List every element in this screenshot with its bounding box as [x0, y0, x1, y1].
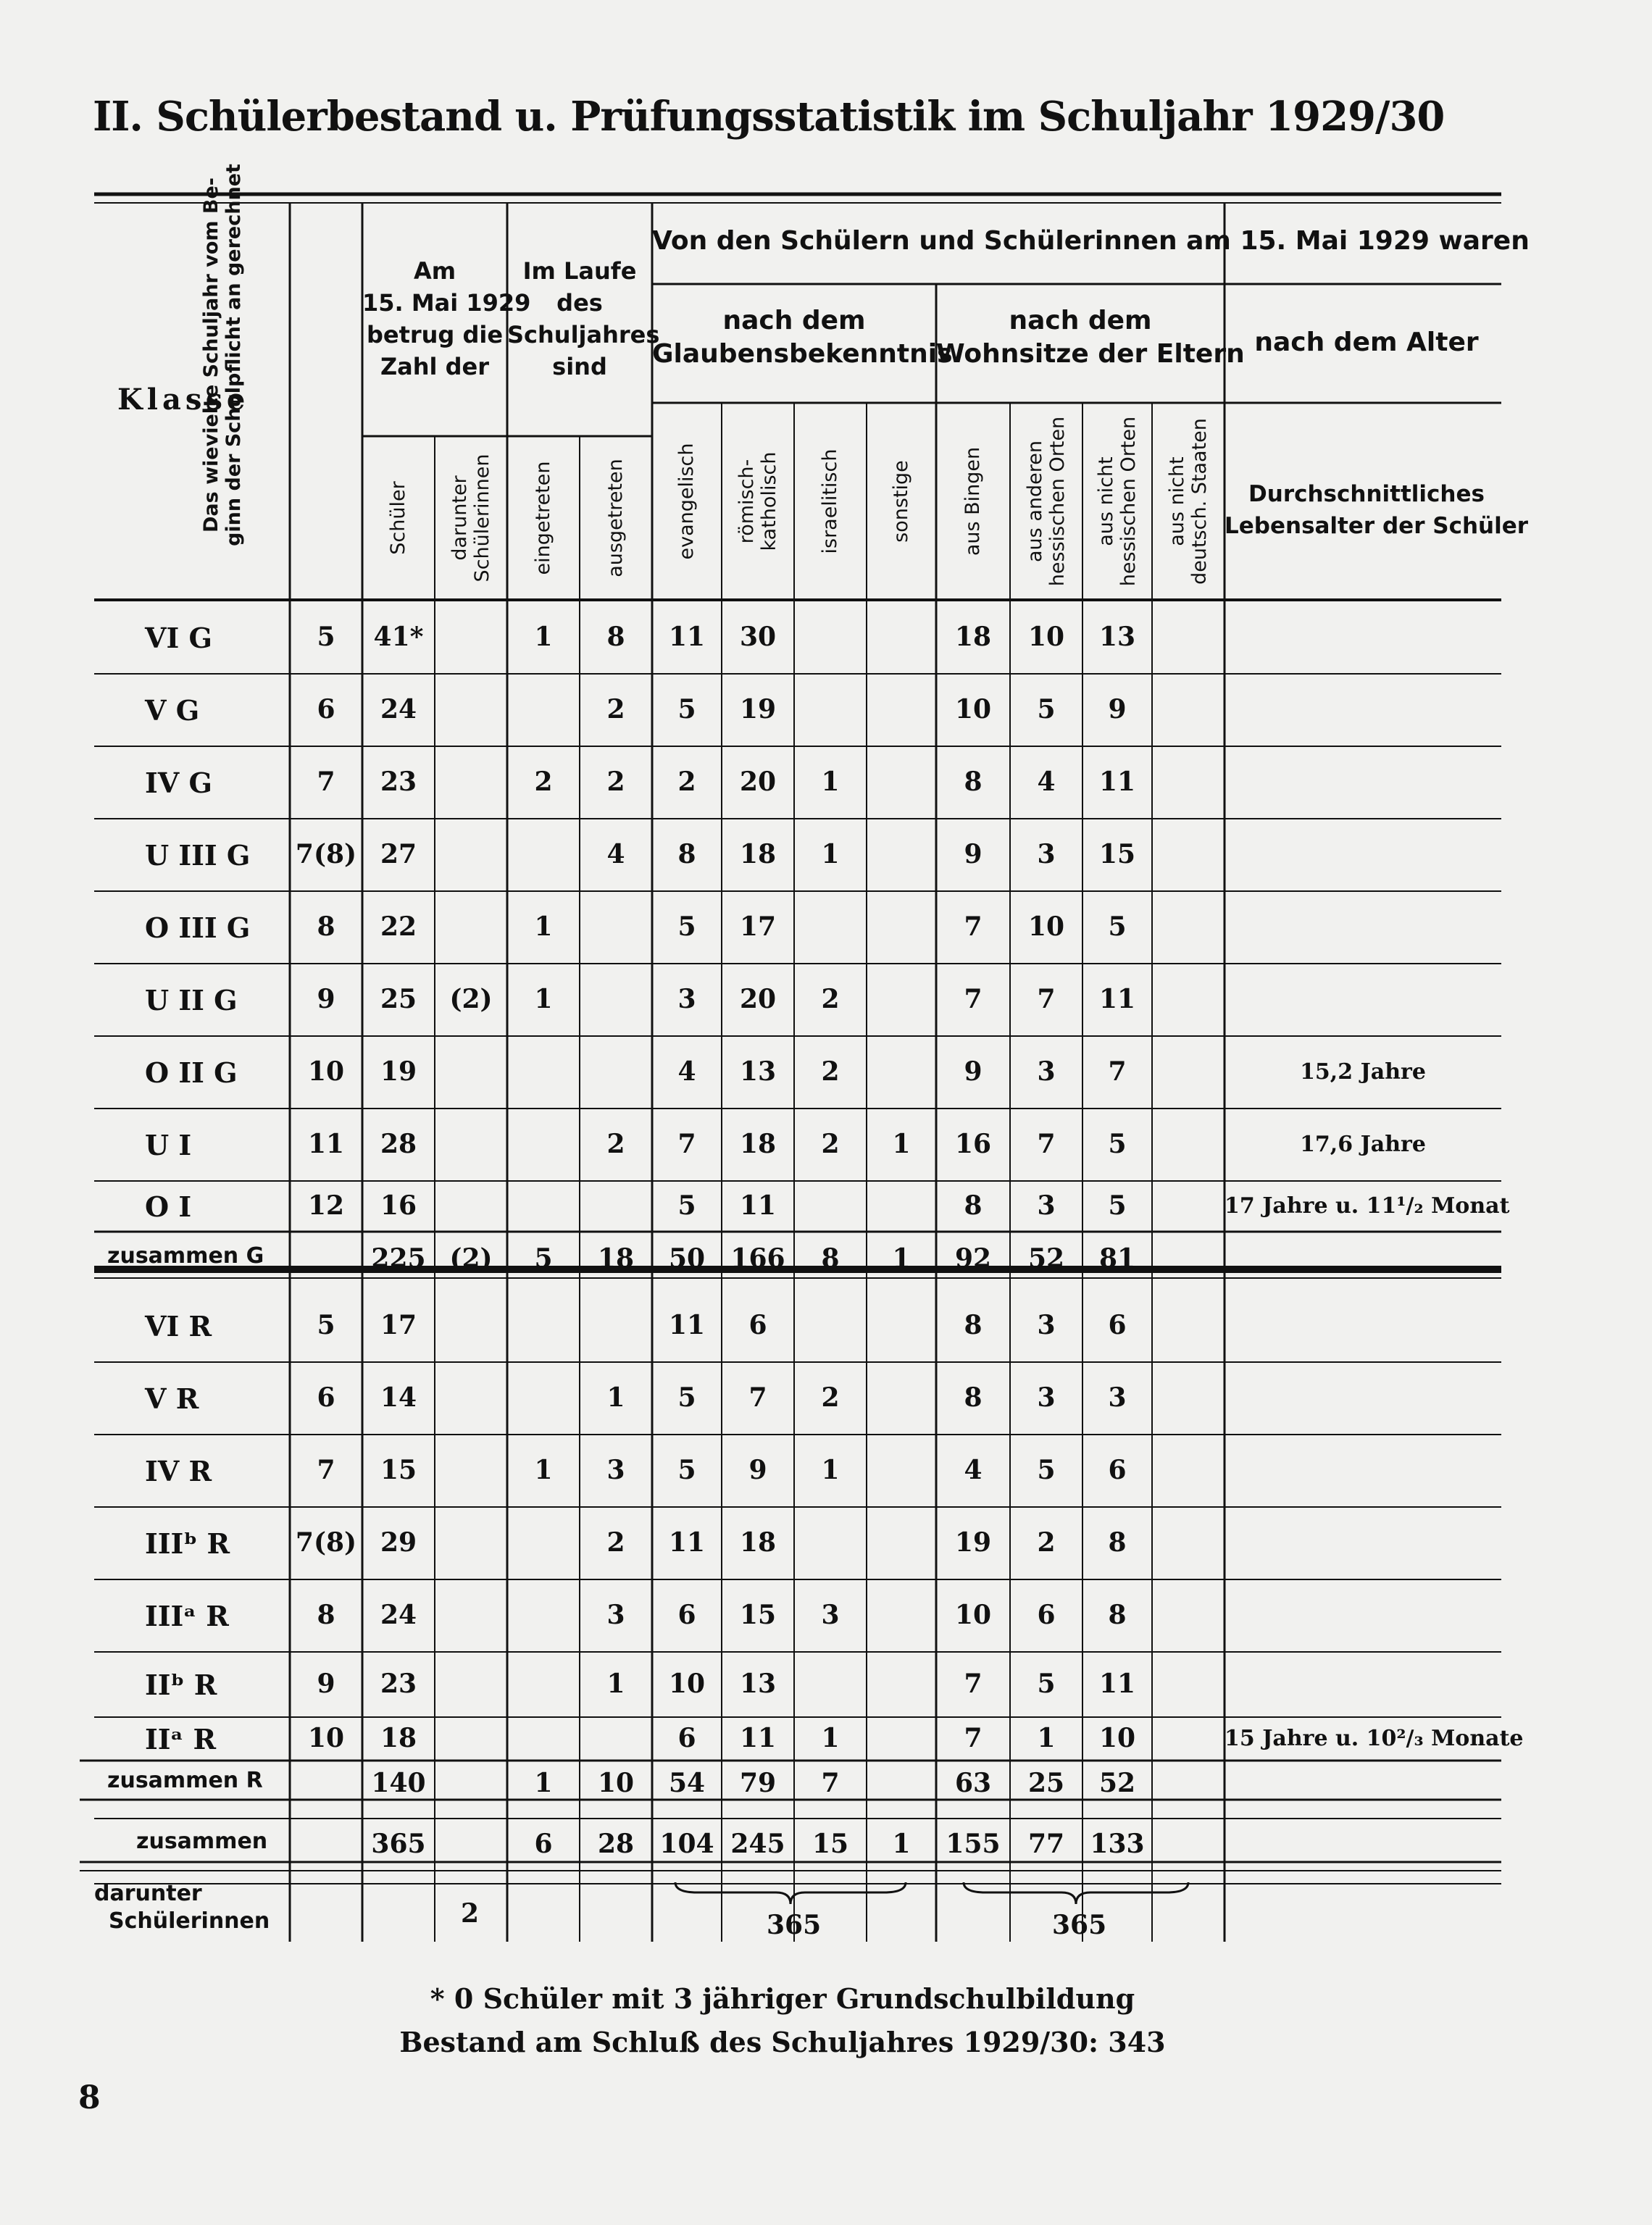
header-laufe	[507, 255, 660, 383]
cell-bin: 16	[954, 1129, 992, 1159]
row-label: IV G	[145, 767, 212, 799]
page-title: II. Schülerbestand u. Prüfungsstatistik im Schuljahr 1929/30	[93, 93, 1445, 141]
cell-nhes: 15	[1098, 839, 1136, 869]
cell-ev: 10	[668, 1669, 706, 1699]
page-number: 8	[78, 2079, 101, 2116]
cell-schueler: 365	[371, 1829, 426, 1859]
subheader-text: Schülerinnen	[471, 454, 493, 583]
cell-bin: 63	[954, 1768, 992, 1798]
cell-sj: 7(8)	[295, 839, 357, 869]
cell-rk: 11	[739, 1723, 777, 1753]
cell-ev: 11	[668, 1527, 706, 1558]
header-wohn-line1: nach dem	[1009, 306, 1152, 335]
header-schuljahr-line2: ginn der Schulpflicht an gerechnet	[222, 164, 246, 546]
cell-sj: 8	[317, 1600, 335, 1630]
cell-rk: 30	[739, 622, 777, 652]
cell-hes: 7	[1037, 984, 1056, 1014]
cell-rk: 20	[739, 984, 777, 1014]
final-label-line1: darunter	[94, 1881, 202, 1906]
cell-ev: 11	[668, 1310, 706, 1340]
cell-isr: 1	[821, 767, 840, 797]
cell-hes: 4	[1037, 767, 1056, 797]
cell-bin: 7	[964, 911, 983, 942]
cell-nhes: 11	[1098, 984, 1136, 1014]
header-alter-sub-line1: Durchschnittliches	[1248, 481, 1485, 507]
cell-nhes: 8	[1108, 1600, 1127, 1630]
cell-rk: 11	[739, 1190, 777, 1221]
cell-hes: 5	[1037, 694, 1056, 725]
cell-schueler: 24	[380, 1600, 417, 1630]
cell-darunter: (2)	[449, 1243, 493, 1274]
cell-rk: 18	[739, 1527, 777, 1558]
subheader-evangelisch	[658, 409, 716, 594]
cell-sj: 5	[317, 622, 335, 652]
subheader-text: aus Bingen	[961, 446, 985, 556]
cell-nhes: 10	[1098, 1723, 1136, 1753]
cell-nhes: 9	[1108, 694, 1127, 725]
subheader-text: römisch-	[735, 459, 758, 544]
cell-bin: 8	[964, 767, 983, 797]
row-label: IIIᵇ R	[145, 1527, 230, 1560]
row-label: U I	[145, 1129, 192, 1161]
cell-hes: 6	[1037, 1600, 1056, 1630]
row-label: IIᵇ R	[145, 1669, 217, 1701]
cell-schueler: 27	[380, 839, 417, 869]
row-label: O III G	[145, 911, 251, 944]
cell-nhes: 6	[1108, 1310, 1127, 1340]
cell-isr: 1	[821, 839, 840, 869]
subheader-text: Schüler	[387, 481, 410, 555]
cell-ein: 5	[534, 1243, 553, 1274]
cell-bin: 7	[964, 1669, 983, 1699]
cell-schueler: 23	[380, 1669, 417, 1699]
cell-rk: 13	[739, 1056, 777, 1087]
cell-schueler: 22	[380, 911, 417, 942]
cell-rk: 7	[748, 1382, 767, 1413]
row-label: V G	[145, 694, 200, 727]
row-label: zusammen	[136, 1829, 268, 1854]
cell-rk: 15	[739, 1600, 777, 1630]
header-stand	[362, 255, 531, 383]
cell-isr: 2	[821, 1382, 840, 1413]
header-glauben-line1: nach dem	[722, 306, 866, 335]
row-label: O I	[145, 1190, 192, 1223]
cell-schueler: 41*	[373, 622, 424, 652]
header-schuljahr-line1: Das wievielte Schuljahr vom Be-	[200, 178, 222, 533]
header-alter-sub	[1225, 478, 1529, 542]
subheader-text: hessischen Orten	[1046, 416, 1069, 587]
cell-sj: 11	[307, 1129, 345, 1159]
subheader-text: hessischen Orten	[1117, 416, 1140, 587]
cell-nhes: 5	[1108, 911, 1127, 942]
subheader-hessisch	[1017, 409, 1075, 594]
cell-isr: 1	[821, 1723, 840, 1753]
cell-ev: 7	[677, 1129, 696, 1159]
cell-sj: 8	[317, 911, 335, 942]
header-mai: 15. Mai 1929	[362, 289, 531, 317]
row-label: VI G	[145, 622, 212, 654]
subheader-text: aus nicht	[1165, 456, 1188, 546]
cell-nhes: 7	[1108, 1056, 1127, 1087]
header-des: des	[556, 289, 603, 317]
cell-schueler: 17	[380, 1310, 417, 1340]
cell-sj: 9	[317, 984, 335, 1014]
cell-bin: 9	[964, 839, 983, 869]
cell-nhes: 3	[1108, 1382, 1127, 1413]
cell-ev: 5	[677, 911, 696, 942]
cell-bin: 4	[964, 1455, 983, 1485]
cell-son: 1	[892, 1243, 911, 1274]
cell-nhes: 5	[1108, 1129, 1127, 1159]
cell-aus: 8	[606, 622, 625, 652]
cell-nhes: 11	[1098, 767, 1136, 797]
cell-hes: 77	[1027, 1829, 1065, 1859]
header-top-group: Von den Schülern und Schülerinnen am 15. Mai 1929 waren	[652, 226, 1530, 256]
cell-schueler: 28	[380, 1129, 417, 1159]
cell-rk: 19	[739, 694, 777, 725]
cell-sj: 5	[317, 1310, 335, 1340]
cell-aus: 10	[597, 1768, 635, 1798]
cell-bin: 7	[964, 984, 983, 1014]
row-label: V R	[145, 1382, 199, 1415]
subheader-darunter	[442, 442, 500, 594]
cell-schueler: 24	[380, 694, 417, 725]
cell-hes: 3	[1037, 1310, 1056, 1340]
cell-son: 1	[892, 1129, 911, 1159]
subheader-sonstige	[872, 409, 930, 594]
cell-ein: 6	[534, 1829, 553, 1859]
cell-son: 1	[892, 1829, 911, 1859]
subheader-israelitisch	[801, 409, 859, 594]
cell-schueler: 225	[371, 1243, 426, 1274]
cell-darunter: (2)	[449, 984, 493, 1014]
cell-nhes: 8	[1108, 1527, 1127, 1558]
header-schuljahres: Schuljahres	[507, 321, 660, 348]
cell-nhes: 52	[1098, 1768, 1136, 1798]
cell-rk: 18	[739, 839, 777, 869]
subheader-nichthess	[1088, 409, 1146, 594]
header-sind: sind	[552, 353, 607, 380]
cell-bin: 19	[954, 1527, 992, 1558]
wohn-brace	[964, 1882, 1188, 1904]
cell-nhes: 13	[1098, 622, 1136, 652]
cell-ein: 1	[534, 622, 553, 652]
cell-schueler: 140	[371, 1768, 426, 1798]
cell-bin: 8	[964, 1310, 983, 1340]
cell-ein: 1	[534, 911, 553, 942]
cell-ev: 3	[677, 984, 696, 1014]
cell-alter: 17,6 Jahre	[1300, 1132, 1426, 1157]
cell-ev: 5	[677, 1190, 696, 1221]
cell-ev: 50	[668, 1243, 706, 1274]
cell-nhes: 11	[1098, 1669, 1136, 1699]
cell-ev: 5	[677, 1455, 696, 1485]
cell-isr: 2	[821, 1056, 840, 1087]
subheader-text: ausgetreten	[604, 459, 627, 577]
cell-hes: 5	[1037, 1455, 1056, 1485]
cell-rk: 6	[748, 1310, 767, 1340]
final-wohn-total: 365	[1052, 1910, 1107, 1940]
subheader-text: katholisch	[758, 451, 780, 551]
cell-schueler: 14	[380, 1382, 417, 1413]
cell-schueler: 29	[380, 1527, 417, 1558]
cell-hes: 10	[1027, 911, 1065, 942]
cell-alter: 15 Jahre u. 10²/₃ Monate	[1225, 1726, 1524, 1751]
cell-ev: 2	[677, 767, 696, 797]
cell-sj: 7(8)	[295, 1527, 357, 1558]
cell-ev: 5	[677, 694, 696, 725]
cell-ev: 4	[677, 1056, 696, 1087]
subheader-eingetreten	[514, 442, 572, 594]
cell-bin: 10	[954, 1600, 992, 1630]
cell-rk: 166	[730, 1243, 785, 1274]
cell-sj: 7	[317, 767, 335, 797]
final-label-line2: Schülerinnen	[109, 1908, 270, 1934]
final-darunter: 2	[461, 1898, 480, 1929]
cell-ev: 6	[677, 1723, 696, 1753]
header-alter-sub-line2: Lebensalter der Schüler	[1225, 513, 1529, 539]
cell-aus: 2	[606, 767, 625, 797]
cell-aus: 18	[597, 1243, 635, 1274]
cell-sj: 9	[317, 1669, 335, 1699]
subheader-text: darunter	[448, 475, 471, 561]
cell-sj: 10	[307, 1723, 345, 1753]
subheader-text: evangelisch	[675, 443, 698, 560]
cell-isr: 1	[821, 1455, 840, 1485]
cell-ev: 11	[668, 622, 706, 652]
cell-alter: 17 Jahre u. 11¹/₂ Monat	[1225, 1193, 1510, 1219]
subheader-bingen	[944, 409, 1002, 594]
header-im: Im Laufe	[522, 257, 637, 285]
cell-schueler: 23	[380, 767, 417, 797]
cell-isr: 2	[821, 1129, 840, 1159]
glauben-brace	[675, 1882, 906, 1904]
cell-bin: 8	[964, 1190, 983, 1221]
row-label: VI R	[145, 1310, 212, 1343]
cell-hes: 3	[1037, 839, 1056, 869]
subheader-ausgetreten	[587, 442, 645, 594]
cell-sj: 12	[307, 1190, 345, 1221]
cell-aus: 1	[606, 1669, 625, 1699]
cell-ein: 2	[534, 767, 553, 797]
header-betrug: betrug die	[366, 321, 504, 348]
header-wohn	[936, 304, 1245, 371]
row-label: O II G	[145, 1056, 238, 1089]
row-label: IV R	[145, 1455, 212, 1487]
cell-bin: 92	[954, 1243, 992, 1274]
header-wohn-line2: Wohnsitze der Eltern	[936, 339, 1245, 369]
subheader-text: aus anderen	[1023, 441, 1046, 562]
row-label: zusammen R	[107, 1768, 263, 1793]
cell-hes: 3	[1037, 1382, 1056, 1413]
bestand-note: Bestand am Schluß des Schuljahres 1929/30: 343	[399, 2026, 1166, 2058]
header-zahl: Zahl der	[380, 353, 490, 380]
cell-hes: 1	[1037, 1723, 1056, 1753]
cell-ev: 6	[677, 1600, 696, 1630]
cell-hes: 25	[1027, 1768, 1065, 1798]
cell-schueler: 16	[380, 1190, 417, 1221]
cell-isr: 3	[821, 1600, 840, 1630]
cell-rk: 17	[739, 911, 777, 942]
cell-hes: 52	[1027, 1243, 1065, 1274]
cell-aus: 3	[606, 1455, 625, 1485]
cell-bin: 155	[946, 1829, 1001, 1859]
subheader-text: israelitisch	[819, 448, 842, 554]
cell-hes: 3	[1037, 1190, 1056, 1221]
subheader-roemisch	[729, 409, 787, 594]
cell-schueler: 19	[380, 1056, 417, 1087]
subheader-text: eingetreten	[532, 461, 555, 575]
cell-nhes: 6	[1108, 1455, 1127, 1485]
cell-bin: 9	[964, 1056, 983, 1087]
cell-sj: 6	[317, 1382, 335, 1413]
cell-hes: 10	[1027, 622, 1065, 652]
cell-bin: 18	[954, 622, 992, 652]
cell-isr: 7	[821, 1768, 840, 1798]
subheader-ausland	[1159, 409, 1217, 594]
cell-ev: 5	[677, 1382, 696, 1413]
cell-rk: 13	[739, 1669, 777, 1699]
cell-rk: 18	[739, 1129, 777, 1159]
cell-ein: 1	[534, 984, 553, 1014]
cell-aus: 3	[606, 1600, 625, 1630]
cell-aus: 2	[606, 694, 625, 725]
subheader-text: deutsch. Staaten	[1188, 418, 1211, 585]
subheader-text: sonstige	[890, 460, 913, 543]
cell-rk: 79	[739, 1768, 777, 1798]
footnote: * 0 Schüler mit 3 jähriger Grundschulbildung	[430, 1982, 1135, 2015]
cell-bin: 7	[964, 1723, 983, 1753]
cell-bin: 10	[954, 694, 992, 725]
cell-rk: 9	[748, 1455, 767, 1485]
cell-hes: 7	[1037, 1129, 1056, 1159]
cell-bin: 8	[964, 1382, 983, 1413]
header-klasse: Klasse	[117, 383, 250, 417]
cell-rk: 20	[739, 767, 777, 797]
header-alter: nach dem Alter	[1254, 327, 1479, 357]
cell-ein: 1	[534, 1455, 553, 1485]
cell-ev: 104	[659, 1829, 714, 1859]
cell-isr: 8	[821, 1243, 840, 1274]
cell-isr: 2	[821, 984, 840, 1014]
cell-aus: 4	[606, 839, 625, 869]
header-glauben-line2: Glaubensbekenntnis	[652, 339, 953, 369]
cell-ein: 1	[534, 1768, 553, 1798]
cell-sj: 7	[317, 1455, 335, 1485]
cell-hes: 5	[1037, 1669, 1056, 1699]
cell-rk: 245	[730, 1829, 785, 1859]
cell-aus: 1	[606, 1382, 625, 1413]
header-am: Am	[413, 257, 456, 285]
row-label: U II G	[145, 984, 238, 1017]
cell-sj: 10	[307, 1056, 345, 1087]
header-glauben	[652, 304, 953, 371]
cell-ev: 8	[677, 839, 696, 869]
cell-schueler: 15	[380, 1455, 417, 1485]
cell-isr: 15	[812, 1829, 849, 1859]
cell-aus: 28	[597, 1829, 635, 1859]
cell-nhes: 81	[1098, 1243, 1136, 1274]
cell-schueler: 25	[380, 984, 417, 1014]
cell-sj: 6	[317, 694, 335, 725]
cell-aus: 2	[606, 1527, 625, 1558]
header-schuljahr	[200, 159, 272, 551]
cell-nhes: 5	[1108, 1190, 1127, 1221]
row-label: zusammen G	[107, 1243, 264, 1269]
cell-hes: 2	[1037, 1527, 1056, 1558]
subheader-text: aus nicht	[1094, 456, 1117, 546]
cell-hes: 3	[1037, 1056, 1056, 1087]
final-glauben-total: 365	[767, 1910, 822, 1940]
cell-nhes: 133	[1090, 1829, 1145, 1859]
cell-alter: 15,2 Jahre	[1300, 1059, 1426, 1085]
row-label: U III G	[145, 839, 251, 872]
cell-ev: 54	[668, 1768, 706, 1798]
subheader-schueler	[370, 442, 427, 594]
row-label: IIᵃ R	[145, 1723, 217, 1756]
cell-schueler: 18	[380, 1723, 417, 1753]
cell-aus: 2	[606, 1129, 625, 1159]
row-label: IIIᵃ R	[145, 1600, 229, 1632]
